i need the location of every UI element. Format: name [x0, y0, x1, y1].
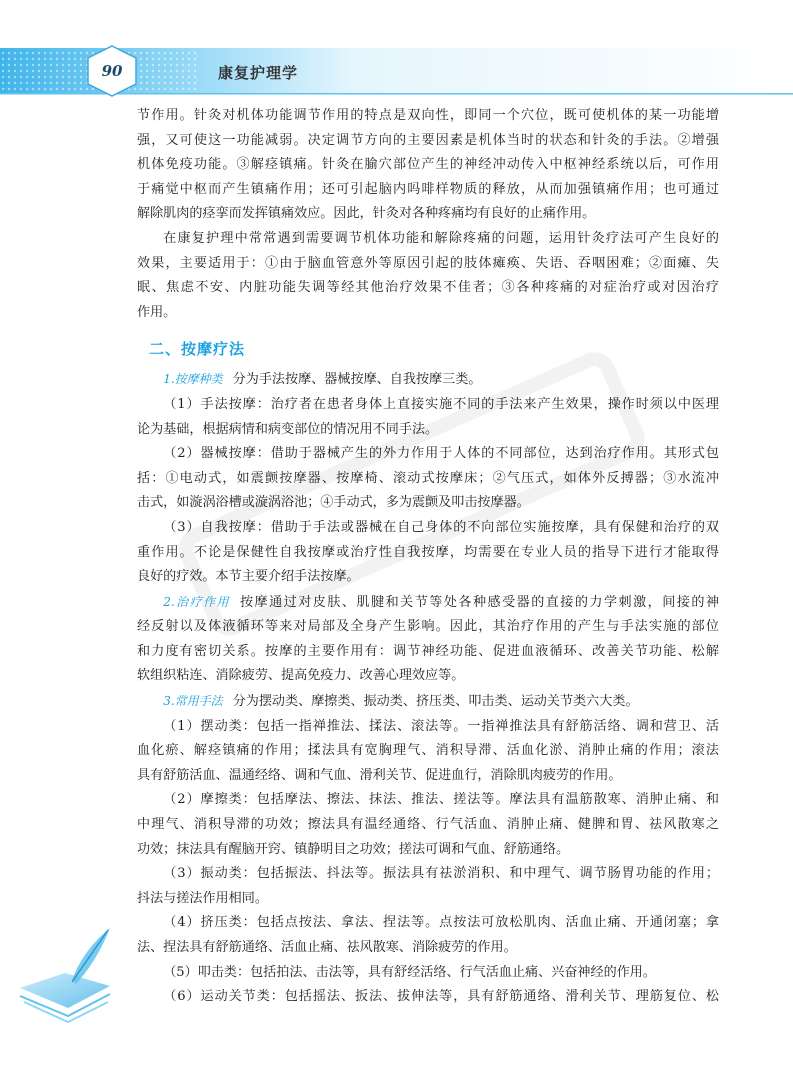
paragraph-line: 眠、焦虑不安、内脏功能失调等经其他治疗效果不佳者；③各种疼痛的对症治疗或对因治疗 [137, 280, 719, 296]
item-line: （4）挤压类：包括点按法、拿法、捏法等。点按法可放松肌肉、活血止痛、开通闭塞；拿 [163, 915, 719, 931]
subsection-intro-text: 分为手法按摩、器械按摩、自我按摩三类。 [232, 372, 482, 388]
item-line: （2）摩擦类：包括摩法、擦法、抹法、推法、搓法等。摩法具有温筋散寒、消肿止痛、和 [163, 792, 719, 808]
paragraph-line: 节作用。针灸对机体功能调节作用的特点是双向性，即同一个穴位，既可使机体的某一功能增 [137, 108, 719, 123]
item-line: 和力度有密切关系。按摩的主要作用有：调节神经功能、促进血液循环、改善关节功能、松解 [137, 643, 719, 659]
item-line: （2）器械按摩：借助于器械产生的外力作用于人体的不同部位，达到治疗作用。其形式包 [163, 446, 719, 462]
subsection-title: 1.按摩种类 [163, 372, 223, 387]
item-line: （3）振动类：包括振法、抖法等。振法具有祛淤消积、和中理气、调节肠胃功能的作用； [163, 866, 719, 882]
item-line: 经反射以及体液循环等来对局部及全身产生影响。因此，其治疗作用的产生与手法实施的部位 [137, 619, 719, 635]
item-line: 法、捏法具有舒筋通络、活血止痛、祛风散寒、消除疲劳的作用。 [137, 940, 517, 955]
subsection-intro [137, 689, 719, 715]
item-line: （1）手法按摩：治疗者在患者身体上直接实施不同的手法来产生效果，操作时须以中医理 [163, 396, 719, 412]
section-heading: 二、按摩疗法 [149, 340, 246, 359]
subsection-intro [137, 590, 719, 616]
item-line: 击式，如漩涡浴槽或漩涡浴池；④手动式，多为震颤及叩击按摩器。 [137, 495, 530, 511]
paragraph-line: 解除肌肉的痉挛而发挥镇痛效应。因此，针灸对各种疼痛均有良好的止痛作用。 [137, 206, 596, 222]
item-line: 中理气、消积导滞的功效；擦法具有温经通络、行气活血、消肿止痛、健脾和胃、祛风散寒之 [137, 817, 719, 833]
paragraph-line: 机体免疫功能。③解痉镇痛。针灸在腧穴部位产生的神经冲动传入中枢神经系统以后，可作用 [137, 157, 719, 173]
item-line: 重作用。不论是保健性自我按摩或治疗性自我按摩，均需要在专业人员的指导下进行才能取得 [137, 544, 719, 560]
subsection-title: 2.治疗作用 [163, 594, 230, 609]
item-line: 软组织粘连、消除疲劳、提高免疫力、改善心理效应等。 [137, 668, 465, 684]
paragraph-line: 强，又可使这一功能减弱。决定调节方向的主要因素是机体当时的状态和针灸的手法。②增强 [137, 132, 719, 148]
item-line: 括：①电动式，如震颤按摩器、按摩椅、滚动式按摩床；②气压式，如体外反搏器；③水流冲 [137, 470, 719, 486]
item-line: （1）摆动类：包括一指禅推法、揉法、滚法等。一指禅推法具有舒筋活络、调和营卫、活 [163, 718, 719, 734]
subsection-intro-text: 按摩通过对皮肤、肌腱和关节等处各种感受器的直接的力学刺激，间接的神 [239, 594, 720, 610]
subsection-title: 3.常用手法 [163, 694, 223, 709]
item-line: 论为基础，根据病情和病变部位的情况用不同手法。 [137, 421, 439, 437]
subsection-intro [137, 367, 719, 393]
item-line: （3）自我按摩：借助于手法或器械在自己身体的不向部位实施按摩，具有保健和治疗的双 [163, 519, 719, 535]
page-content [137, 104, 719, 1010]
book-feather-decoration [10, 918, 120, 1032]
paragraph-line: 在康复护理中常常遇到需要调节机体功能和解除疼痛的问题，运用针灸疗法可产生良好的 [163, 230, 719, 246]
paragraph-line: 于痛觉中枢而产生镇痛作用；还可引起脑内吗啡样物质的释放，从而加强镇痛作用；也可通过 [137, 181, 719, 197]
item-line: 抖法与搓法作用相同。 [137, 890, 268, 906]
item-line: （5）叩击类：包括拍法、击法等，具有舒经活络、行气活血止痛、兴奋神经的作用。 [163, 964, 656, 980]
item-line: 功效；抹法具有醒脑开窍、镇静明目之功效；搓法可调和气血、舒筋通络。 [137, 841, 570, 857]
item-line: 良好的疗效。本节主要介绍手法按摩。 [137, 569, 360, 585]
item-line: 血化瘀、解痉镇痛的作用；揉法具有宽胸理气、消积导滞、活血化淤、消肿止痛的作用；滚法 [137, 743, 719, 759]
running-title: 康复护理学 [218, 64, 299, 82]
paragraph-line: 效果，主要适用于：①由于脑血管意外等原因引起的肢体瘫痪、失语、吞咽困难；②面瘫、失 [137, 255, 719, 271]
paragraph-line: 作用。 [137, 304, 177, 320]
item-line: （6）运动关节类：包括摇法、扳法、拔伸法等，具有舒筋通络、滑利关节、理筋复位、松 [163, 989, 719, 1005]
subsection-intro-text: 分为摆动类、摩擦类、振动类、挤压类、叩击类、运动关节类六大类。 [232, 694, 639, 710]
item-line: 具有舒筋活血、温通经络、调和气血、滑利关节、促进血行，消除肌肉疲劳的作用。 [137, 767, 622, 783]
page-number: 90 [101, 62, 123, 80]
book-feather-icon [10, 918, 120, 1028]
